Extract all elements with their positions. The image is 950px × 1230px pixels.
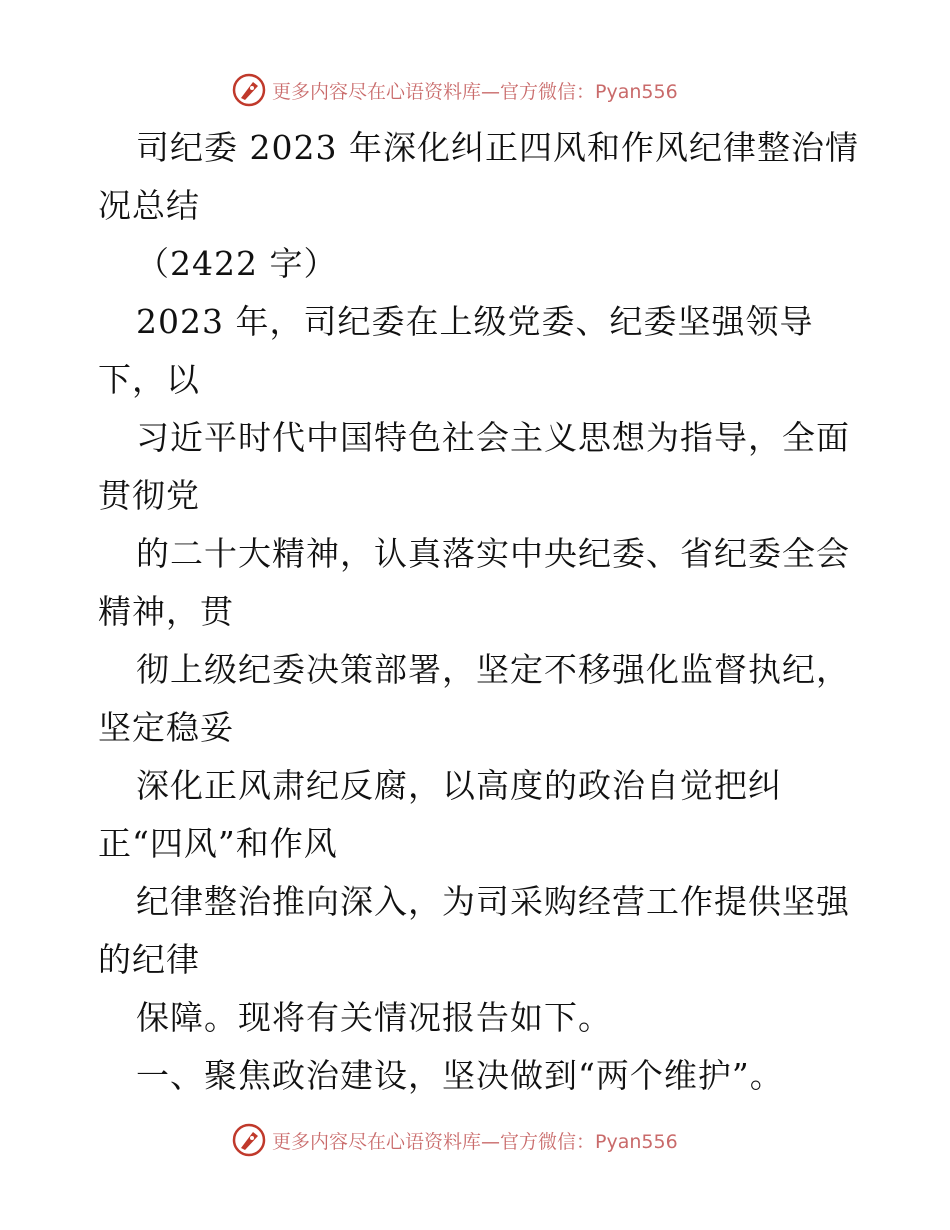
paragraph-line: 的二十大精神，认真落实中央纪委、省纪委全会 [136,534,850,573]
pen-nib-logo-icon [232,73,266,107]
banner-text: 更多内容尽在心语资料库—官方微信：Pyan556 [272,1130,678,1153]
paragraph-line: 坚定稳妥 [98,708,234,747]
header-banner [232,70,678,110]
paragraph-line: 彻上级纪委决策部署，坚定不移强化监督执纪， [136,650,850,689]
paragraph-line: 习近平时代中国特色社会主义思想为指导，全面 [136,418,850,457]
banner-text: 更多内容尽在心语资料库—官方微信：Pyan556 [272,80,678,103]
paragraph-line: 的纪律 [98,940,200,979]
paragraph-line: 2023 年，司纪委在上级党委、纪委坚强领导 [136,302,814,341]
paragraph-line: 保障。现将有关情况报告如下。 [136,998,612,1037]
paragraph-line: 深化正风肃纪反腐，以高度的政治自觉把纠 [136,766,782,805]
title-line-2: 况总结 [98,186,200,225]
paragraph-line: 贯彻党 [98,476,200,515]
paragraph-line: 正“四风”和作风 [98,824,338,863]
paragraph-line: 下，以 [98,360,200,399]
pen-nib-logo-icon [232,1123,266,1157]
paragraph-line: 纪律整治推向深入，为司采购经营工作提供坚强 [136,882,850,921]
footer-banner [232,1120,678,1160]
word-count: （2422 字） [136,244,338,283]
section-heading: 一、聚焦政治建设，坚决做到“两个维护”。 [136,1056,784,1095]
paragraph-line: 精神，贯 [98,592,234,631]
title-line-1: 司纪委 2023 年深化纠正四风和作风纪律整治情 [136,128,859,167]
